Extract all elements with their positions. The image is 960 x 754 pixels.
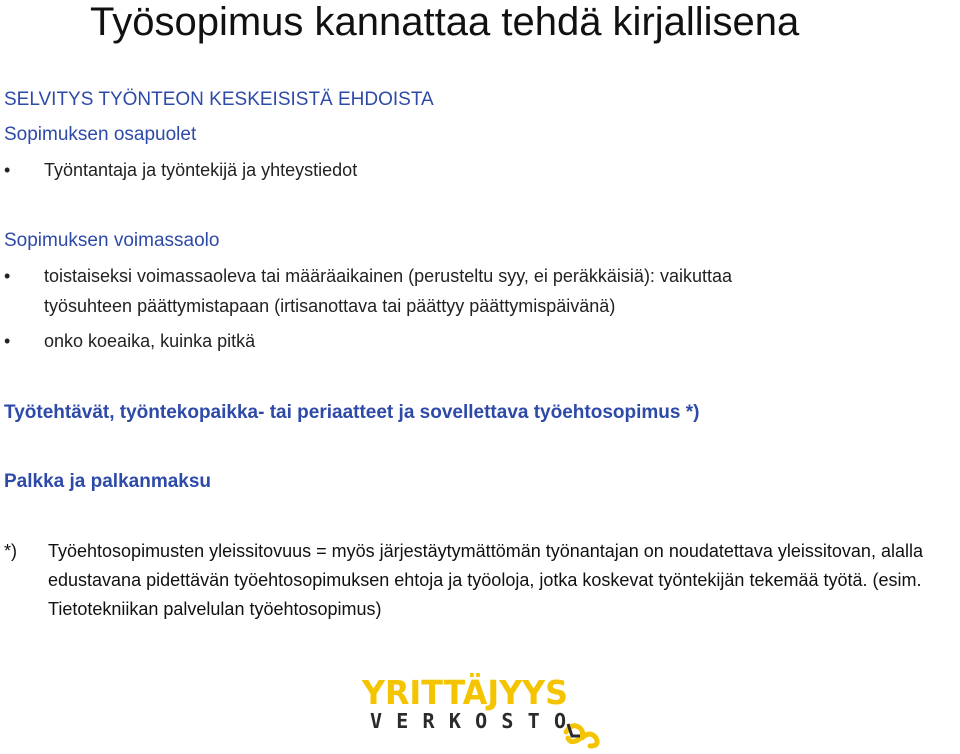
- list-item-text: onko koeaika, kuinka pitkä: [44, 331, 256, 351]
- parties-heading: Sopimuksen osapuolet: [4, 124, 197, 145]
- list-item-text: Työntantaja ja työntekijä ja yhteystiedot: [44, 160, 358, 180]
- list-item-text: toistaiseksi voimassaoleva tai määräaikainen (perusteltu syy, ei peräkkäisiä): vaikuttaa työsuhteen päättymistapaan (irtisanottava tai päättyy päättymispäivänä): [44, 266, 732, 316]
- validity-heading: Sopimuksen voimassaolo: [4, 230, 220, 251]
- list-item: [4, 155, 952, 185]
- list-item: [4, 326, 952, 356]
- pay-heading: Palkka ja palkanmaksu: [4, 471, 212, 492]
- logo-line1: YRITTÄJYYS: [362, 673, 577, 712]
- footnote-marker: *): [4, 541, 17, 561]
- main-heading: SELVITYS TYÖNTEON KESKEISISTÄ EHDOISTA: [4, 89, 434, 110]
- footnote-text: Työehtosopimusten yleissitovuus = myös järjestäytymättömän työnantajan on noudatettava yleissitovan, alalla edustavana pidettävän työehtosopimuksen ehtoja ja työoloja, jotka koskevat työntekijän tekemää työtä. (esim. Tietotekniikan palvelulan työehtosopimus): [48, 541, 923, 619]
- bullet-icon: •: [4, 331, 11, 351]
- bullet-icon: •: [4, 160, 11, 180]
- list-item: [4, 261, 952, 323]
- yrittajyys-verkosto-logo: [360, 670, 610, 749]
- logo-line2: VERKOSTO: [370, 709, 566, 733]
- tasks-heading: Työtehtävät, työntekopaikka- tai periaatteet ja sovellettava työehtosopimus *): [4, 402, 700, 423]
- bullet-icon: •: [4, 266, 11, 286]
- slide-title: Työsopimus kannattaa tehdä kirjallisena: [90, 0, 800, 44]
